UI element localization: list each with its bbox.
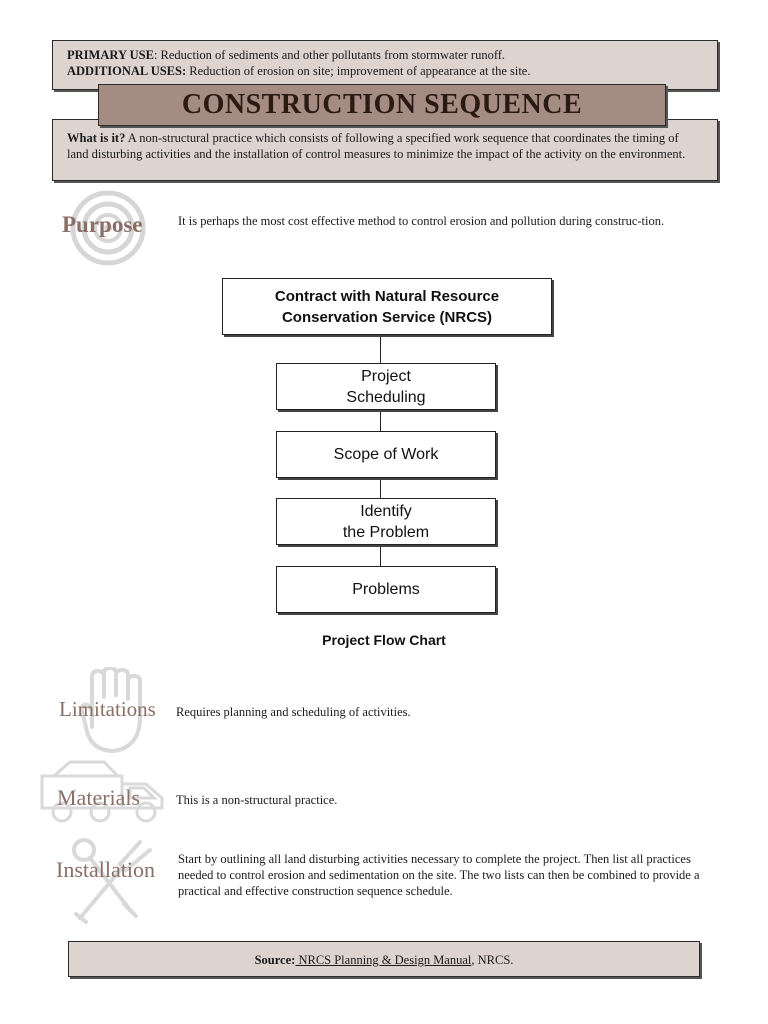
additional-uses-line bbox=[67, 63, 703, 79]
limitations-label: Limitations bbox=[59, 697, 156, 721]
source-box bbox=[68, 941, 700, 977]
uses-box bbox=[52, 40, 718, 90]
purpose-label: Purpose bbox=[62, 212, 143, 237]
flow-step-label: Project Scheduling bbox=[346, 367, 426, 406]
flow-step-contract bbox=[222, 278, 552, 335]
primary-use-line bbox=[67, 47, 703, 63]
flow-step-identify bbox=[276, 498, 496, 545]
materials-label: Materials bbox=[57, 785, 141, 810]
additional-uses-label: ADDITIONAL USES: bbox=[67, 64, 187, 78]
flow-step-label: Problems bbox=[352, 581, 420, 598]
what-is-it-label: What is it? bbox=[67, 131, 126, 145]
installation-text: Start by outlining all land disturbing activities necessary to complete the project. Then list all practices needed to control erosion and sedimentation on the site. The two lists can then be combined to provide a practical and effective construction sequence schedule. bbox=[178, 852, 700, 898]
flowchart-caption: Project Flow Chart bbox=[322, 632, 446, 648]
source-title: NRCS Planning & Design Manual bbox=[295, 953, 472, 967]
flow-connector bbox=[380, 478, 381, 499]
flow-step-problems bbox=[276, 566, 496, 613]
flow-step-label: Identify the Problem bbox=[342, 502, 430, 541]
flow-connector bbox=[380, 545, 381, 567]
source-suffix: , NRCS. bbox=[471, 953, 514, 967]
additional-uses-text: Reduction of erosion on site; improvement of appearance at the site. bbox=[186, 64, 531, 78]
flow-step-label: Contract with Natural Resource Conservation Service (NRCS) bbox=[274, 287, 500, 326]
what-is-it-box bbox=[52, 119, 718, 181]
materials-text: This is a non-structural practice. bbox=[176, 793, 338, 807]
installation-label: Installation bbox=[56, 857, 155, 882]
page-title: CONSTRUCTION SEQUENCE bbox=[98, 84, 666, 126]
flow-step-label: Scope of Work bbox=[333, 446, 439, 463]
primary-use-label: PRIMARY USE bbox=[67, 48, 154, 62]
flow-connector bbox=[380, 409, 381, 432]
flow-connector bbox=[380, 335, 381, 364]
flow-step-scope bbox=[276, 431, 496, 478]
purpose-text: It is perhaps the most cost effective method to control erosion and pollution during construc-tion. bbox=[178, 214, 665, 228]
primary-use-text: : Reduction of sediments and other pollutants from stormwater runoff. bbox=[153, 48, 506, 62]
flow-step-scheduling bbox=[276, 363, 496, 410]
source-label: Source: bbox=[254, 953, 296, 967]
what-is-it-text: A non-structural practice which consists of following a specified work sequence that coordinates the timing of land disturbing activities and the installation of control measures to minimize the impact of the activity on the environment. bbox=[67, 131, 686, 161]
limitations-text: Requires planning and scheduling of activities. bbox=[176, 705, 411, 719]
